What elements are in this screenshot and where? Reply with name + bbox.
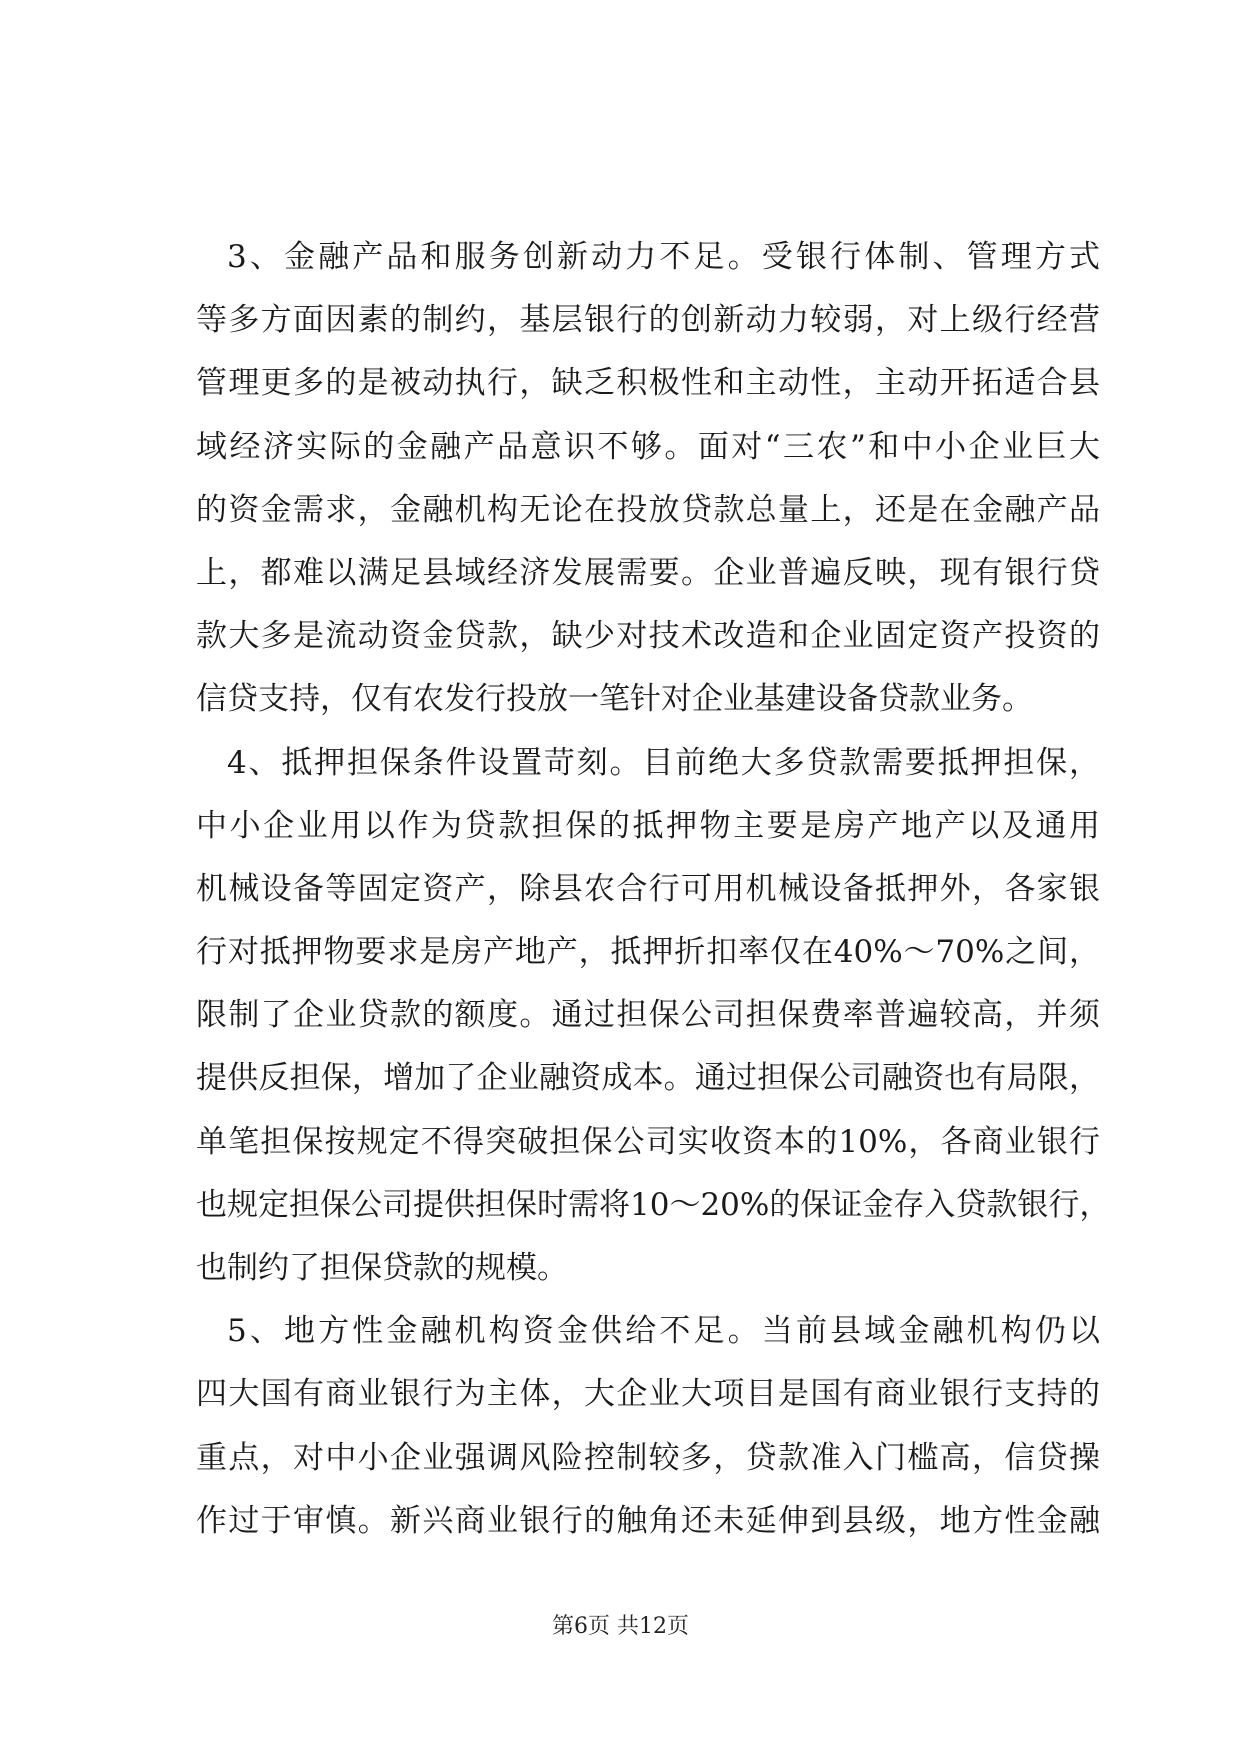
paragraph-4-line: 4、抵押担保条件设置苛刻。目前绝大多贷款需要抵押担保， [227,744,1100,781]
paragraph-5-line: 四大国有商业银行为主体，大企业大项目是国有商业银行支持的 [196,1376,1100,1413]
paragraph-4-line: 也规定担保公司提供担保时需将10～20%的保证金存入贷款银行， [196,1186,1111,1223]
paragraph-3-line: 等多方面因素的制约，基层银行的创新动力较弱，对上级行经营 [196,302,1100,339]
paragraph-4-line: 也制约了担保贷款的规模。 [196,1250,568,1286]
paragraph-3-line: 3、金融产品和服务创新动力不足。受银行体制、管理方式 [227,239,1100,275]
document-body [196,226,1111,1553]
paragraph-4-line: 提供反担保，增加了企业融资成本。通过担保公司融资也有局限， [196,1060,1100,1097]
paragraph-3-line: 管理更多的是被动执行，缺乏积极性和主动性，主动开拓适合县 [196,365,1100,402]
paragraph-3-line: 信贷支持，仅有农发行投放一笔针对企业基建设备贷款业务。 [196,681,1033,718]
paragraph-5-line: 5、地方性金融机构资金供给不足。当前县域金融机构仍以 [227,1313,1100,1350]
paragraph-5-line: 重点，对中小企业强调风险控制较多，贷款准入门槛高，信贷操 [196,1439,1100,1476]
paragraph-3-line: 域经济实际的金融产品意识不够。面对“三农”和中小企业巨大 [196,428,1100,465]
paragraph-4-line: 单笔担保按规定不得突破担保公司实收资本的10%，各商业银行 [196,1123,1100,1160]
paragraph-4-line: 限制了企业贷款的额度。通过担保公司担保费率普遍较高，并须 [196,997,1100,1034]
paragraph-4-line: 机械设备等固定资产，除县农合行可用机械设备抵押外，各家银 [196,870,1100,907]
paragraph-3-line: 的资金需求，金融机构无论在投放贷款总量上，还是在金融产品 [196,491,1100,528]
paragraph-3-line: 上，都难以满足县域经济发展需要。企业普遍反映，现有银行贷 [196,554,1100,591]
paragraph-5-line: 作过于审慎。新兴商业银行的触角还未延伸到县级，地方性金融 [196,1502,1100,1539]
paragraph-3-line: 款大多是流动资金贷款，缺少对技术改造和企业固定资产投资的 [196,618,1100,655]
page-number-footer: 第6页 共12页 [552,1614,689,1639]
paragraph-4-line: 行对抵押物要求是房产地产，抵押折扣率仅在40%～70%之间， [196,934,1100,971]
paragraph-4-line: 中小企业用以作为贷款担保的抵押物主要是房产地产以及通用 [196,807,1100,844]
